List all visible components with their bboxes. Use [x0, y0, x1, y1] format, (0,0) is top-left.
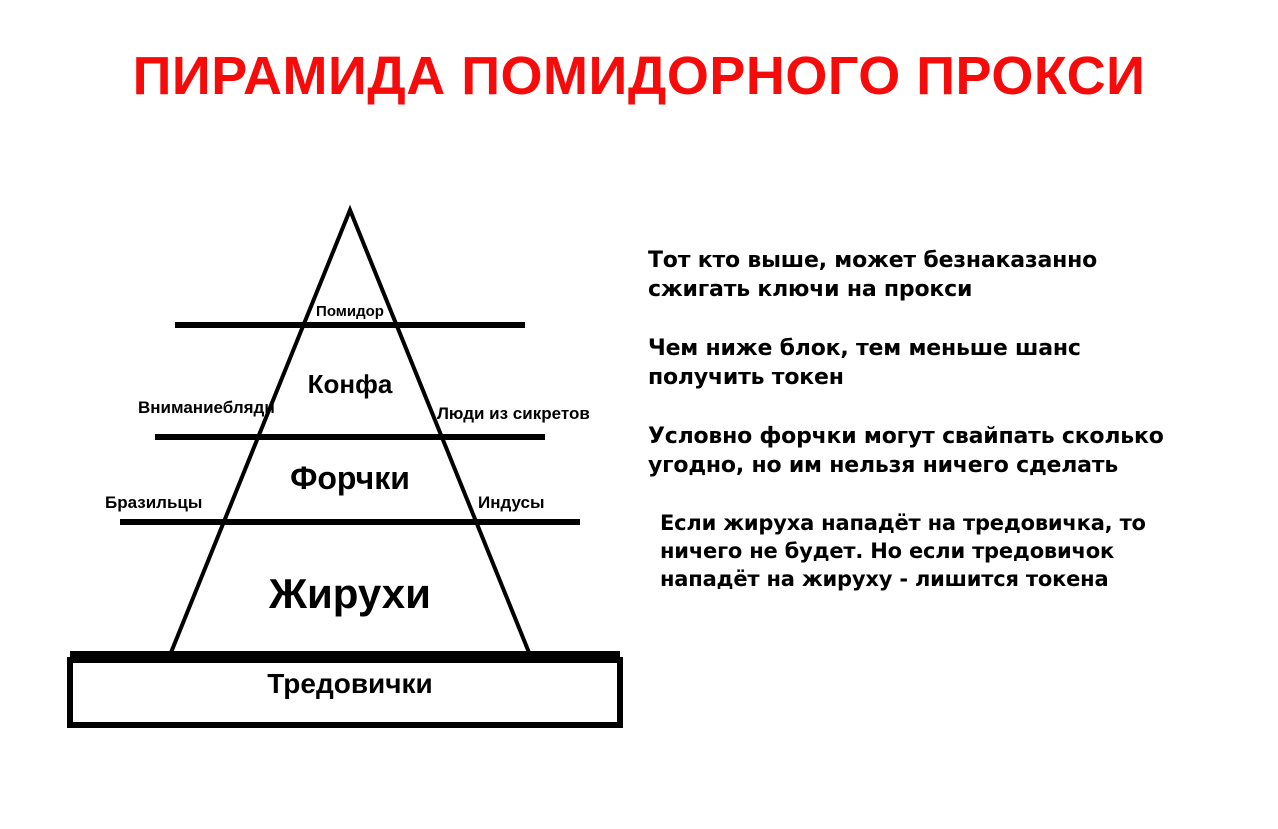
pyramid-diagram: [0, 170, 640, 770]
page-title: ПИРАМИДА ПОМИДОРНОГО ПРОКСИ: [132, 46, 1146, 106]
pyramid-tier-label-forchki: Форчки: [290, 460, 410, 496]
note-item: Условно форчки могут свайпать сколько угодно, но им нельзя ничего сделать: [648, 424, 1164, 479]
pyramid-tier-label-zhiruhi: Жирухи: [269, 570, 431, 617]
pyramid-side-label-right-upper: Люди из сикретов: [437, 404, 590, 423]
note-item: Если жируха нападёт на тредовичка, то ничего не будет. Но если тредовичок нападёт на жируху - лишится токена: [660, 511, 1146, 591]
pyramid-side-label-left-lower: Бразильцы: [105, 493, 203, 512]
pyramid-side-label-right-lower: Индусы: [478, 493, 545, 512]
pyramid-tier-label-konfa: Конфа: [307, 369, 393, 399]
notes-list: [648, 246, 1188, 623]
pyramid-tier-label-pomidor: Помидор: [316, 303, 384, 320]
note-item: Тот кто выше, может безнаказанно сжигать ключи на прокси: [648, 248, 1098, 303]
note-item: Чем ниже блок, тем меньше шанс получить токен: [648, 336, 1081, 391]
pyramid-side-label-left-upper: Вниманиебляди: [138, 398, 275, 417]
pyramid-tier-label-tredovichki: Тредовички: [267, 668, 433, 699]
